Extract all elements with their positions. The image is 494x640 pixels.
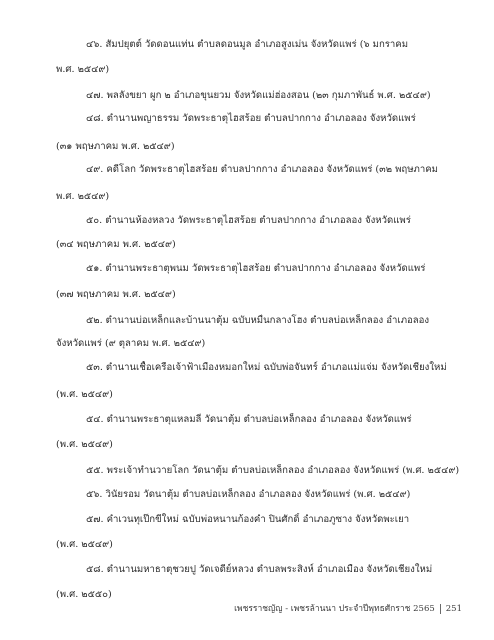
entry-55-line-1: ๕๕. พระเจ้าทำนวายโลก วัดนาตุ้ม ตำบลบ่อเหล็กลอง อำเภอลอง จังหวัดแพร่ (พ.ศ. ๒๕๔๙): [86, 465, 460, 476]
entry-57-line-1: ๕๗. คำเวนทุเป๊กขีใหม่ ฉบับพ่อหนานก้องคำ ปินศักดิ์ อำเภอภูซาง จังหวัดพะเยา: [86, 514, 410, 525]
entry-52-line-2: จังหวัดแพร่ (๙ ตุลาคม พ.ศ. ๒๕๔๙): [56, 338, 206, 349]
entry-53-line-1: ๕๓. ตำนานเชื้อเครือเจ้าฟ้าเมืองหมอกใหม่ ฉบับพ่อจันทร์ อำเภอแม่แจ่ม จังหวัดเชียงใหม่: [86, 362, 447, 373]
footer-divider: [440, 604, 441, 614]
entry-47-line-1: ๔๗. พลลังขยา ผูก ๒ อำเภอขุนยวม จังหวัดแม่ฮ่องสอน (๒๓ กุมภาพันธ์ พ.ศ. ๒๕๔๙): [86, 90, 431, 101]
entry-46-line-1: ๔๖. สัมปยุตต์ วัดดอนแท่น ตำบลดอนมูล อำเภอสูงเม่น จังหวัดแพร่ (๖ มกราคม: [86, 39, 409, 50]
entry-58-line-2: (พ.ศ. ๒๕๕๐): [56, 589, 112, 600]
entry-49-line-1: ๔๙. คดีโลก วัดพระธาตุไฮสร้อย ตำบลปากกาง อำเภอลอง จังหวัดแพร่ (๓๒ พฤษภาคม: [86, 164, 438, 175]
entry-49-line-2: พ.ศ. ๒๕๔๙): [56, 191, 110, 202]
entry-50-line-2: (๓๔ พฤษภาคม พ.ศ. ๒๕๔๙): [56, 239, 176, 250]
entry-48-line-1: ๔๘. ตำนานพญาธรรม วัดพระธาตุไฮสร้อย ตำบลปากกาง อำเภอลอง จังหวัดแพร่: [86, 113, 416, 124]
entry-58-line-1: ๕๘. ตำนานมหาธาตุชวยปู วัดเจดีย์หลวง ตำบลพระสิงห์ อำเภอเมือง จังหวัดเชียงใหม่: [86, 564, 433, 575]
entry-53-line-2: (พ.ศ. ๒๕๔๙): [56, 389, 113, 400]
journal-title: เพชรราชญัญ - เพชรล้านนา ประจำปีพุทธศักราช 2565: [234, 604, 435, 614]
entry-52-line-1: ๕๒. ตำนานบ่อเหล็กและบ้านนาตุ้ม ฉบับหมื่นกลางโฮง ตำบลบ่อเหล็กลอง อำเภอลอง: [86, 315, 430, 326]
entry-51-line-1: ๕๑. ตำนานพระธาตุพนม วัดพระธาตุไฮสร้อย ตำบลปากกาง อำเภอลอง จังหวัดแพร่: [86, 263, 426, 274]
page-footer: [234, 603, 462, 615]
entry-54-line-1: ๕๔. ตำนานพระธาตุแหลมลี่ วัดนาตุ้ม ตำบลบ่อเหล็กลอง อำเภอลอง จังหวัดแพร่: [86, 414, 412, 425]
entry-50-line-1: ๕๐. ตำนานห้องหลวง วัดพระธาตุไฮสร้อย ตำบลปากกาง อำเภอลอง จังหวัดแพร่: [86, 215, 411, 226]
entry-51-line-2: (๓๗ พฤษภาคม พ.ศ. ๒๕๔๙): [56, 289, 176, 300]
entry-48-line-2: (๓๑ พฤษภาคม พ.ศ. ๒๕๔๙): [56, 141, 175, 152]
page-number: 251: [445, 604, 462, 614]
entry-56-line-1: ๕๖. วินัยรอม วัดนาตุ้ม ตำบลบ่อเหล็กลอง อำเภอลอง จังหวัดแพร่ (พ.ศ. ๒๕๔๙): [86, 489, 411, 500]
entry-54-line-2: (พ.ศ. ๒๕๔๙): [56, 439, 113, 450]
entry-57-line-2: (พ.ศ. ๒๕๔๙): [56, 539, 113, 550]
entry-46-line-2: พ.ศ. ๒๕๔๙): [56, 64, 110, 75]
